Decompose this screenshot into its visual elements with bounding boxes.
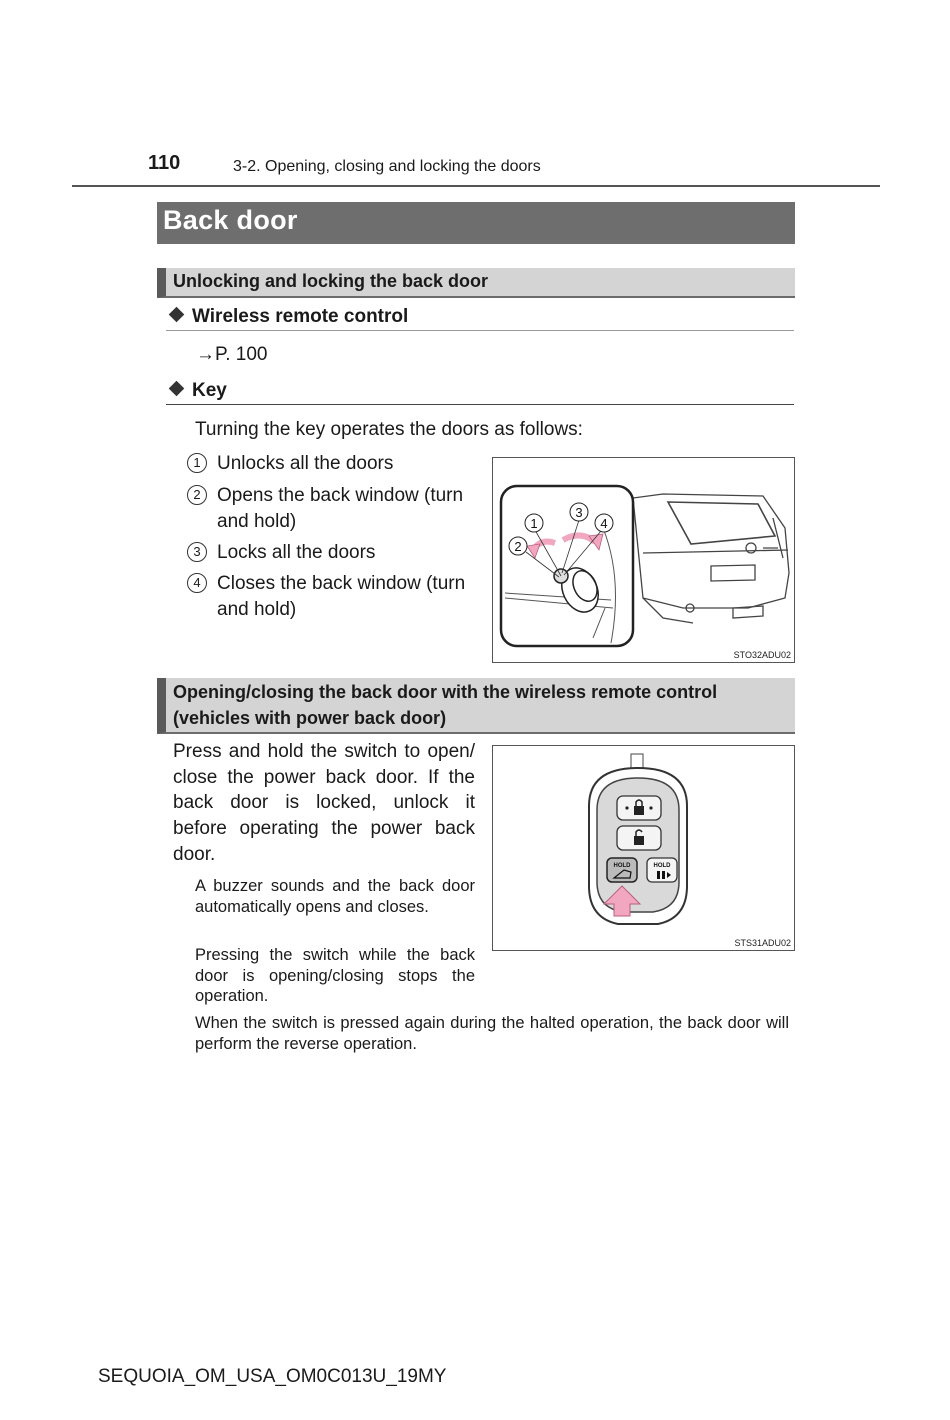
page-reference-link[interactable]: →P. 100 <box>196 344 268 365</box>
header-rule <box>72 185 880 187</box>
step-item <box>186 540 486 566</box>
figure-key-back-door <box>492 457 795 663</box>
page-number: 110 <box>148 152 181 174</box>
hold-button-label-backdoor: HOLD <box>613 863 631 869</box>
callout-4: 4 <box>600 516 608 531</box>
step-item <box>186 483 486 535</box>
callout-1: 1 <box>530 516 538 531</box>
figure-remote-fob <box>492 745 795 951</box>
subsection-title-line1: Opening/closing the back door with the wireless remote control <box>173 682 718 702</box>
key-intro-text: Turning the key operates the doors as follows: <box>195 419 583 440</box>
note-text: When the switch is pressed again during the halted operation, the back door will perform the reverse operation. <box>195 1014 789 1053</box>
callout-2: 2 <box>514 539 522 554</box>
figure-code: STO32ADU02 <box>733 650 791 660</box>
power-door-instructions: Press and hold the switch to open/ close the power back door. If the back door is locked, unlock it before operating the power back door. <box>173 741 475 865</box>
step-text: Unlocks all the doors <box>217 453 394 474</box>
callout-3: 3 <box>575 505 583 520</box>
subsection-unlocking-locking <box>157 268 795 298</box>
item-title: Wireless remote control <box>192 306 409 327</box>
step-number: 3 <box>187 542 207 562</box>
diamond-bullet-icon <box>169 307 185 323</box>
step-item <box>186 451 486 477</box>
subsection-title-line2: (vehicles with power back door) <box>173 708 447 728</box>
step-number: 1 <box>187 453 207 473</box>
step-number: 2 <box>187 485 207 505</box>
figure-code: STS31ADU02 <box>734 938 791 948</box>
step-item <box>186 571 486 623</box>
note-text: A buzzer sounds and the back door automatically opens and closes. <box>195 877 475 916</box>
chapter-title: 3-2. Opening, closing and locking the doors <box>233 158 541 175</box>
subsection-power-back-door <box>157 678 795 734</box>
note-text: Pressing the switch while the back door is opening/closing stops the operation. <box>195 946 475 1005</box>
hold-button-label-slide: HOLD <box>653 863 671 869</box>
item-heading-wireless-remote <box>166 306 794 331</box>
section-title: Back door <box>157 202 795 244</box>
step-text: Closes the back window (turn and hold) <box>217 573 466 620</box>
step-text: Locks all the doors <box>217 542 376 563</box>
step-text: Opens the back window (turn and hold) <box>217 485 464 532</box>
footer-document-id: SEQUOIA_OM_USA_OM0C013U_19MY <box>98 1366 447 1387</box>
subsection-title: Unlocking and locking the back door <box>173 271 489 291</box>
remote-fob-illustration <box>493 746 794 950</box>
item-heading-key <box>166 380 794 405</box>
diamond-bullet-icon <box>169 381 185 397</box>
key-back-door-illustration <box>493 458 794 662</box>
item-title: Key <box>192 380 227 401</box>
step-number: 4 <box>187 573 207 593</box>
